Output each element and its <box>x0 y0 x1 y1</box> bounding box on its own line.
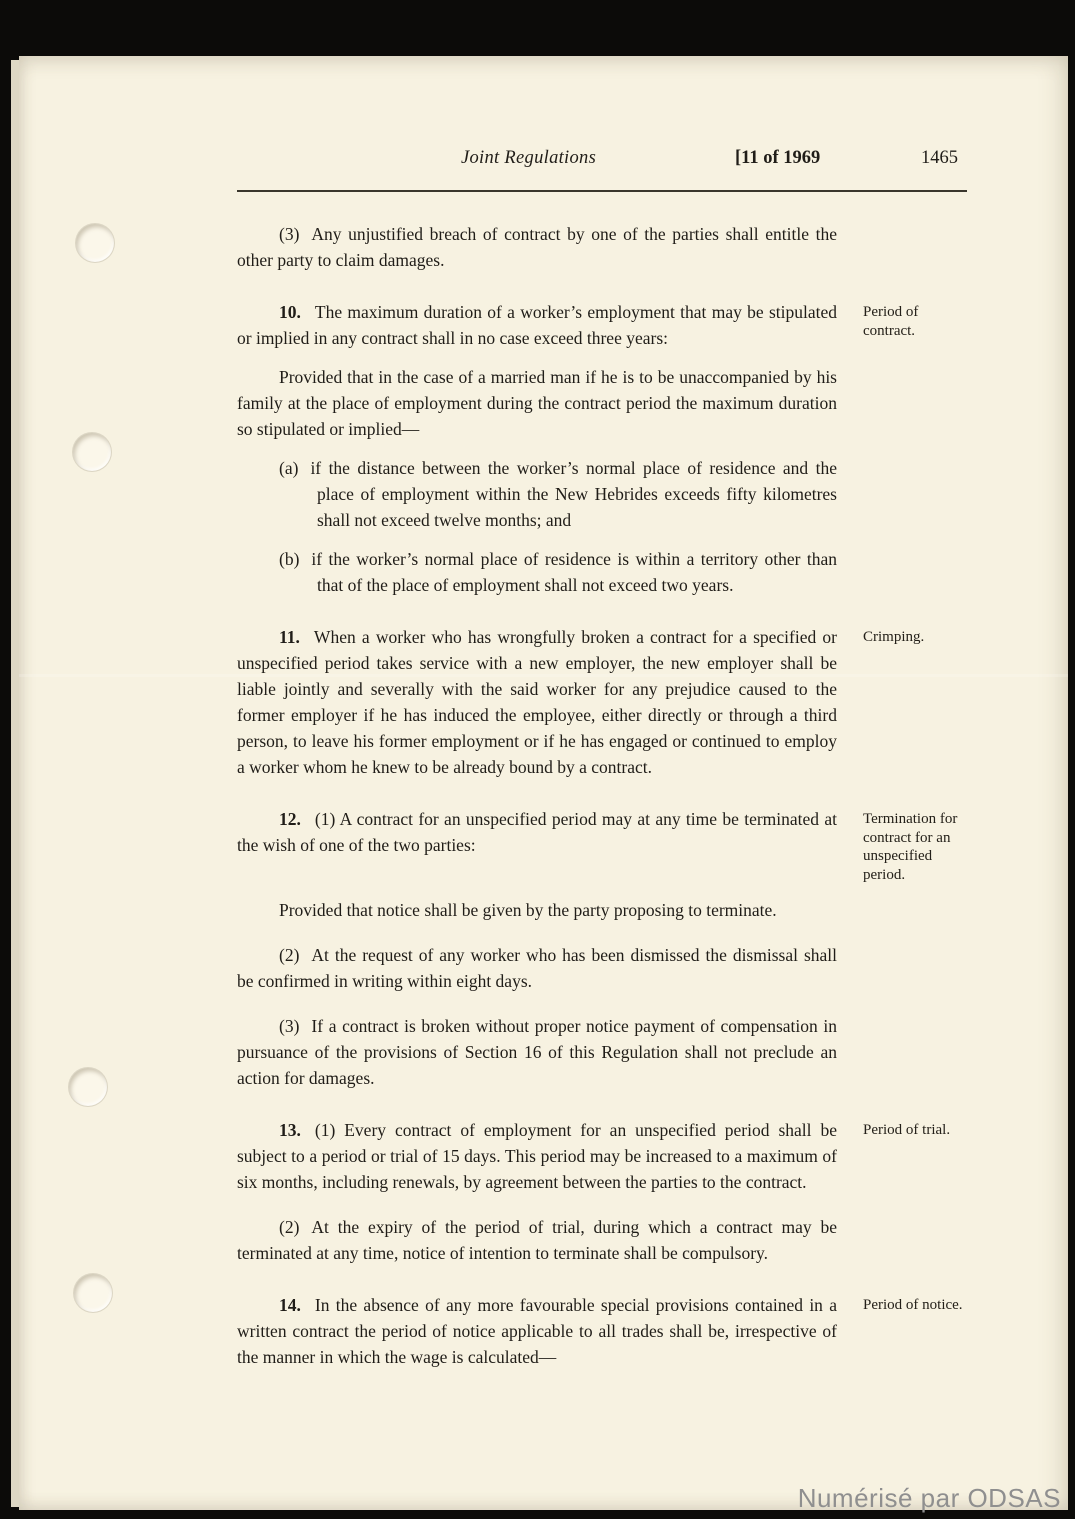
running-title: Joint Regulations <box>461 148 597 168</box>
punch-hole <box>75 223 115 263</box>
punch-hole <box>72 432 112 472</box>
paragraph-text <box>237 1013 837 1091</box>
page-number: 1465 <box>921 148 958 168</box>
subclause-block <box>237 942 967 994</box>
paragraph-block <box>237 221 967 273</box>
clause-body: (1) Every contract of employment for an unspecified period shall be subject to a period or trial of 15 days. This period may be increased to a maximum of six months, including renewals, by agreement between the parties to the contract. <box>237 1120 837 1192</box>
subclause-block <box>237 1214 967 1266</box>
item-label: (b) <box>279 549 300 569</box>
margin-note <box>863 942 965 946</box>
header-rule <box>237 190 967 192</box>
clause-body: At the expiry of the period of trial, during which a contract may be terminated at any time, notice of intention to terminate shall be compulsory. <box>237 1217 837 1263</box>
section-number: 11. <box>279 627 300 647</box>
clause-body: if the distance between the worker’s normal place of residence and the place of employment within the New Hebrides exceeds fifty kilometres shall not exceed twelve months; and <box>310 458 837 530</box>
clause-body: if the worker’s normal place of residence is within a territory other than that of the place of employment shall not exceed two years. <box>311 549 837 595</box>
page-content <box>237 148 967 1370</box>
item-label: (a) <box>279 458 299 478</box>
clause-body: When a worker who has wrongfully broken a contract for a specified or unspecified period takes service with a new employer, the new employer shall be liable jointly and severally with the said worker for any prejudice caused to the former employer if he has induced the employee, either directly or through a third person, to leave his former employment or if he has engaged or continued to employ a worker whom he knew to be already bound by a contract. <box>237 627 837 777</box>
list-item-text <box>237 455 837 533</box>
section-14-block <box>237 1292 967 1370</box>
margin-note <box>863 364 965 368</box>
page-header <box>237 148 967 182</box>
clause-body: Provided that in the case of a married man if he is to be unaccompanied by his family at the place of employment during the contract period the maximum duration so stipulated or implied— <box>237 367 837 439</box>
clause-body: The maximum duration of a worker’s employment that may be stipulated or implied in any contract shall in no case exceed three years: <box>237 302 837 348</box>
paragraph-text <box>237 1292 837 1370</box>
section-number: 14. <box>279 1295 301 1315</box>
paragraph-text <box>237 1214 837 1266</box>
regulation-citation: [11 of 1969 <box>735 148 821 168</box>
clause-body: (1) A contract for an unspecified period may at any time be terminated at the wish of one of the two parties: <box>237 809 837 855</box>
section-number: 12. <box>279 809 301 829</box>
section-10-block <box>237 299 967 351</box>
paper-page <box>19 56 1068 1510</box>
scan-edge-strip <box>11 60 19 1507</box>
subclause-block <box>237 1013 967 1091</box>
margin-note: Crimping. <box>863 629 925 645</box>
section-11-block <box>237 624 967 780</box>
list-item-b-block <box>237 546 967 598</box>
proviso-block <box>237 364 967 442</box>
clause-body: Provided that notice shall be given by the party proposing to terminate. <box>279 900 777 920</box>
margin-note: Period of contract. <box>863 304 919 339</box>
paragraph-text <box>237 806 837 858</box>
margin-note <box>863 221 965 225</box>
clause-body: At the request of any worker who has been dismissed the dismissal shall be confirmed in writing within eight days. <box>237 945 837 991</box>
margin-note <box>863 546 965 550</box>
paragraph-text <box>237 299 837 351</box>
margin-note: Period of notice. <box>863 1297 963 1313</box>
section-number: 13. <box>279 1120 301 1140</box>
punch-hole <box>68 1067 108 1107</box>
paragraph-text <box>237 364 837 442</box>
clause-number: (2) <box>279 1217 300 1237</box>
paragraph-text <box>237 1117 837 1195</box>
paragraph-text <box>237 624 837 780</box>
section-number: 10. <box>279 302 301 322</box>
clause-number: (3) <box>279 224 300 244</box>
margin-note: Period of trial. <box>863 1122 951 1138</box>
paragraph-text <box>237 897 837 923</box>
clause-body: In the absence of any more favourable special provisions contained in a written contract the period of notice applicable to all trades shall be, irrespective of the manner in which the wage is calculated— <box>237 1295 837 1367</box>
paragraph-text <box>237 942 837 994</box>
list-item-text <box>237 546 837 598</box>
list-item-a-block <box>237 455 967 533</box>
clause-number: (3) <box>279 1016 300 1036</box>
clause-number: (2) <box>279 945 300 965</box>
proviso-block <box>237 897 967 923</box>
section-12-block <box>237 806 967 884</box>
clause-body: Any unjustified breach of contract by one of the parties shall entitle the other party to claim damages. <box>237 224 837 270</box>
scan-watermark: Numérisé par ODSAS <box>797 1483 1061 1513</box>
margin-note <box>863 1214 965 1218</box>
margin-note <box>863 1013 965 1017</box>
margin-note <box>863 897 965 901</box>
paragraph-text <box>237 221 837 273</box>
clause-body: If a contract is broken without proper notice payment of compensation in pursuance of the provisions of Section 16 of this Regulation shall not preclude an action for damages. <box>237 1016 837 1088</box>
margin-note: Termination for contract for an unspecified period. <box>863 811 958 883</box>
margin-note <box>863 455 965 459</box>
punch-hole <box>73 1273 113 1313</box>
section-13-block <box>237 1117 967 1195</box>
